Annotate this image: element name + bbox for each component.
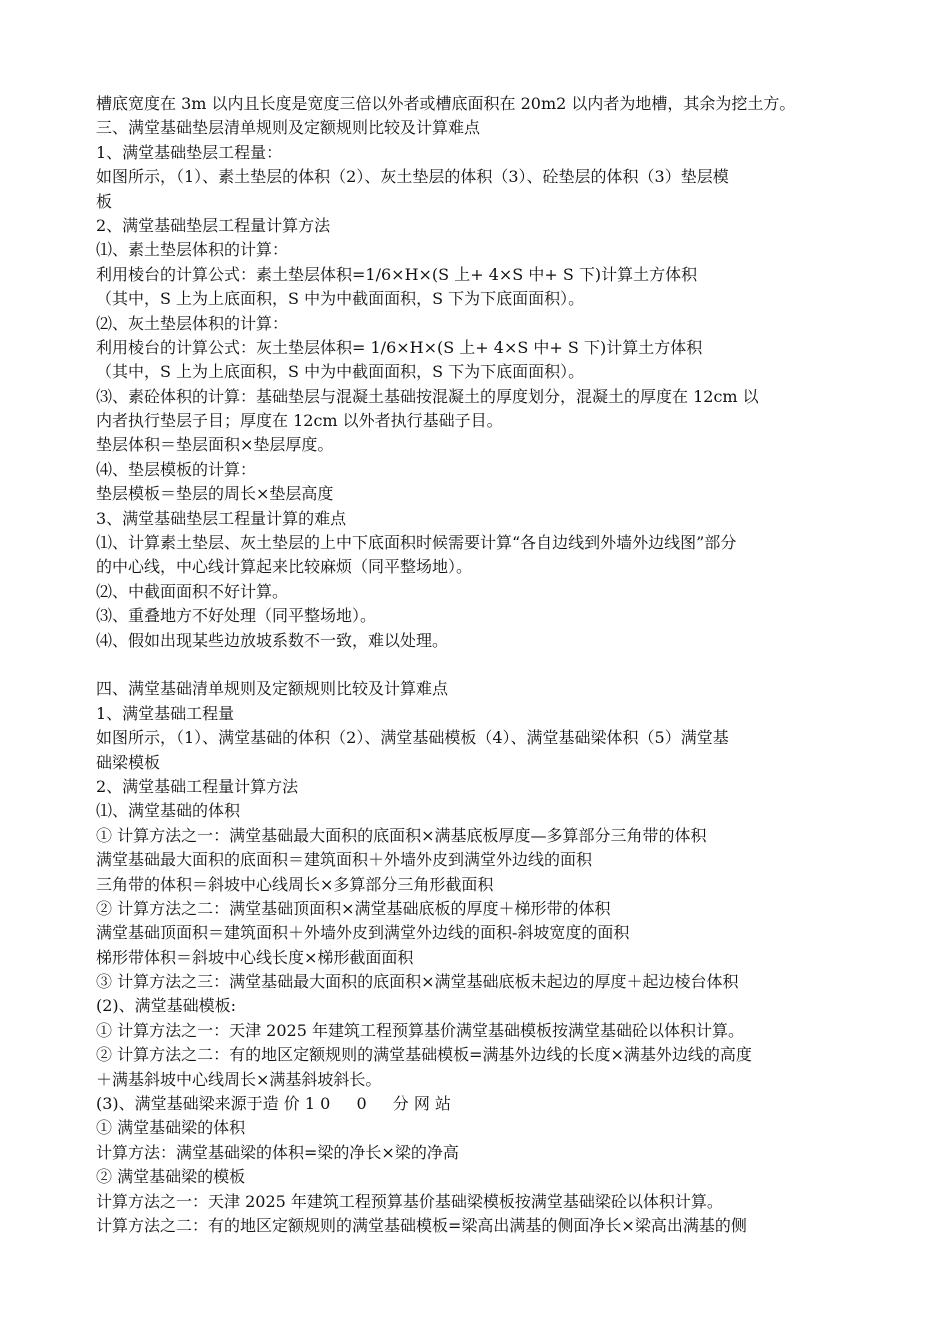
item-heading: ⑷、垫层模板的计算： bbox=[96, 459, 257, 479]
item-heading: ⑴、满堂基础的体积 bbox=[96, 801, 241, 821]
blank-line bbox=[96, 653, 896, 677]
item-heading: ① 满堂基础梁的体积 bbox=[96, 1118, 246, 1138]
formula-line: 垫层体积＝垫层面积×垫层厚度。 bbox=[96, 435, 334, 455]
formula-line: ③ 计算方法之三：满堂基础最大面积的底面积×满堂基础底板未起边的厚度＋起边棱台体积 bbox=[96, 972, 739, 992]
subsection-heading: 1、满堂基础工程量 bbox=[96, 703, 235, 723]
item-heading: ⑵、中截面面积不好计算。 bbox=[96, 581, 289, 601]
text-line: （其中，S 上为上底面积，S 中为中截面面积，S 下为下底面面积）。 bbox=[96, 362, 585, 382]
text-line: 槽底宽度在 3m 以内且长度是宽度三倍以外者或槽底面积在 20m2 以内者为地槽，其余为挖土方。 bbox=[96, 94, 796, 113]
text-line: （其中，S 上为上底面积，S 中为中截面面积，S 下为下底面面积）。 bbox=[96, 289, 585, 309]
text-line: ＋满基斜坡中心线周长×满基斜坡斜长。 bbox=[96, 1069, 382, 1089]
text-line: 板 bbox=[96, 191, 113, 211]
item-heading: (3)、满堂基础梁来源于造 价 1 0 0 分 网 站 bbox=[96, 1094, 451, 1114]
text-line: 如图所示，（1）、满堂基础的体积（2）、满堂基础模板（4）、满堂基础梁体积（5）满堂基 bbox=[96, 728, 729, 748]
formula-line: ① 计算方法之一：满堂基础最大面积的底面积×满基底板厚度—多算部分三角带的体积 bbox=[96, 825, 707, 845]
text-line: 的中心线，中心线计算起来比较麻烦（同平整场地）。 bbox=[96, 557, 473, 577]
formula-line: 利用棱台的计算公式：素土垫层体积=1/6×H×(S 上+ 4×S 中+ S 下)计算土方体积 bbox=[96, 264, 698, 284]
item-heading: ⑴、素土垫层体积的计算： bbox=[96, 240, 289, 260]
subsection-heading: 1、满堂基础垫层工程量： bbox=[96, 142, 283, 162]
item-heading: ② 满堂基础梁的模板 bbox=[96, 1167, 246, 1187]
item-heading: ⑵、灰土垫层体积的计算： bbox=[96, 313, 289, 333]
item-heading: (2)、满堂基础模板: bbox=[96, 996, 237, 1016]
formula-line: 利用棱台的计算公式：灰土垫层体积= 1/6×H×(S 上+ 4×S 中+ S 下)计算土方体积 bbox=[96, 337, 703, 357]
text-line: ① 计算方法之一：天津 2025 年建筑工程预算基价满堂基础模板按满堂基础砼以体积计算。 bbox=[96, 1020, 744, 1040]
formula-line: 三角带的体积＝斜坡中心线周长×多算部分三角形截面积 bbox=[96, 874, 494, 894]
formula-line: 计算方法之二：有的地区定额规则的满堂基础模板=梁高出满基的侧面净长×梁高出满基的侧 bbox=[96, 1215, 747, 1235]
formula-line: 满堂基础最大面积的底面积＝建筑面积＋外墙外皮到满堂外边线的面积 bbox=[96, 850, 593, 870]
item-heading: ⑶、重叠地方不好处理（同平整场地）。 bbox=[96, 606, 377, 626]
text-line: 础梁模板 bbox=[96, 752, 161, 772]
text-line: 计算方法之一：天津 2025 年建筑工程预算基价基础梁模板按满堂基础梁砼以体积计算。 bbox=[96, 1191, 723, 1211]
item-heading: ⑷、假如出现某些边放坡系数不一致，难以处理。 bbox=[96, 630, 449, 650]
formula-line: 满堂基础顶面积＝建筑面积＋外墙外皮到满堂外边线的面积-斜坡宽度的面积 bbox=[96, 923, 630, 943]
text-line: 如图所示，（1）、素土垫层的体积（2）、灰土垫层的体积（3）、砼垫层的体积（3）垫层模 bbox=[96, 167, 729, 187]
item-heading: ⑶、素砼体积的计算：基础垫层与混凝土基础按混凝土的厚度划分，混凝土的厚度在 12cm 以 bbox=[96, 386, 759, 406]
subsection-heading: 2、满堂基础垫层工程量计算方法 bbox=[96, 215, 331, 235]
formula-line: 计算方法：满堂基础梁的体积=梁的净长×梁的净高 bbox=[96, 1142, 459, 1162]
formula-line: ② 计算方法之二：满堂基础顶面积×满堂基础底板的厚度＋梯形带的体积 bbox=[96, 898, 611, 918]
item-heading: ⑴、计算素土垫层、灰土垫层的上中下底面积时候需要计算“各自边线到外墙外边线图”部分 bbox=[96, 533, 737, 553]
subsection-heading: 2、满堂基础工程量计算方法 bbox=[96, 776, 299, 796]
formula-line: ② 计算方法之二：有的地区定额规则的满堂基础模板=满基外边线的长度×满基外边线的高度 bbox=[96, 1045, 752, 1065]
text-line: 内者执行垫层子目；厚度在 12cm 以外者执行基础子目。 bbox=[96, 411, 503, 431]
formula-line: 垫层模板＝垫层的周长×垫层高度 bbox=[96, 484, 334, 504]
section-heading: 三、满堂基础垫层清单规则及定额规则比较及计算难点 bbox=[96, 118, 481, 138]
subsection-heading: 3、满堂基础垫层工程量计算的难点 bbox=[96, 508, 347, 528]
section-heading: 四、满堂基础清单规则及定额规则比较及计算难点 bbox=[96, 679, 449, 699]
formula-line: 梯形带体积＝斜坡中心线长度×梯形截面面积 bbox=[96, 947, 414, 967]
document-body bbox=[96, 92, 896, 1238]
